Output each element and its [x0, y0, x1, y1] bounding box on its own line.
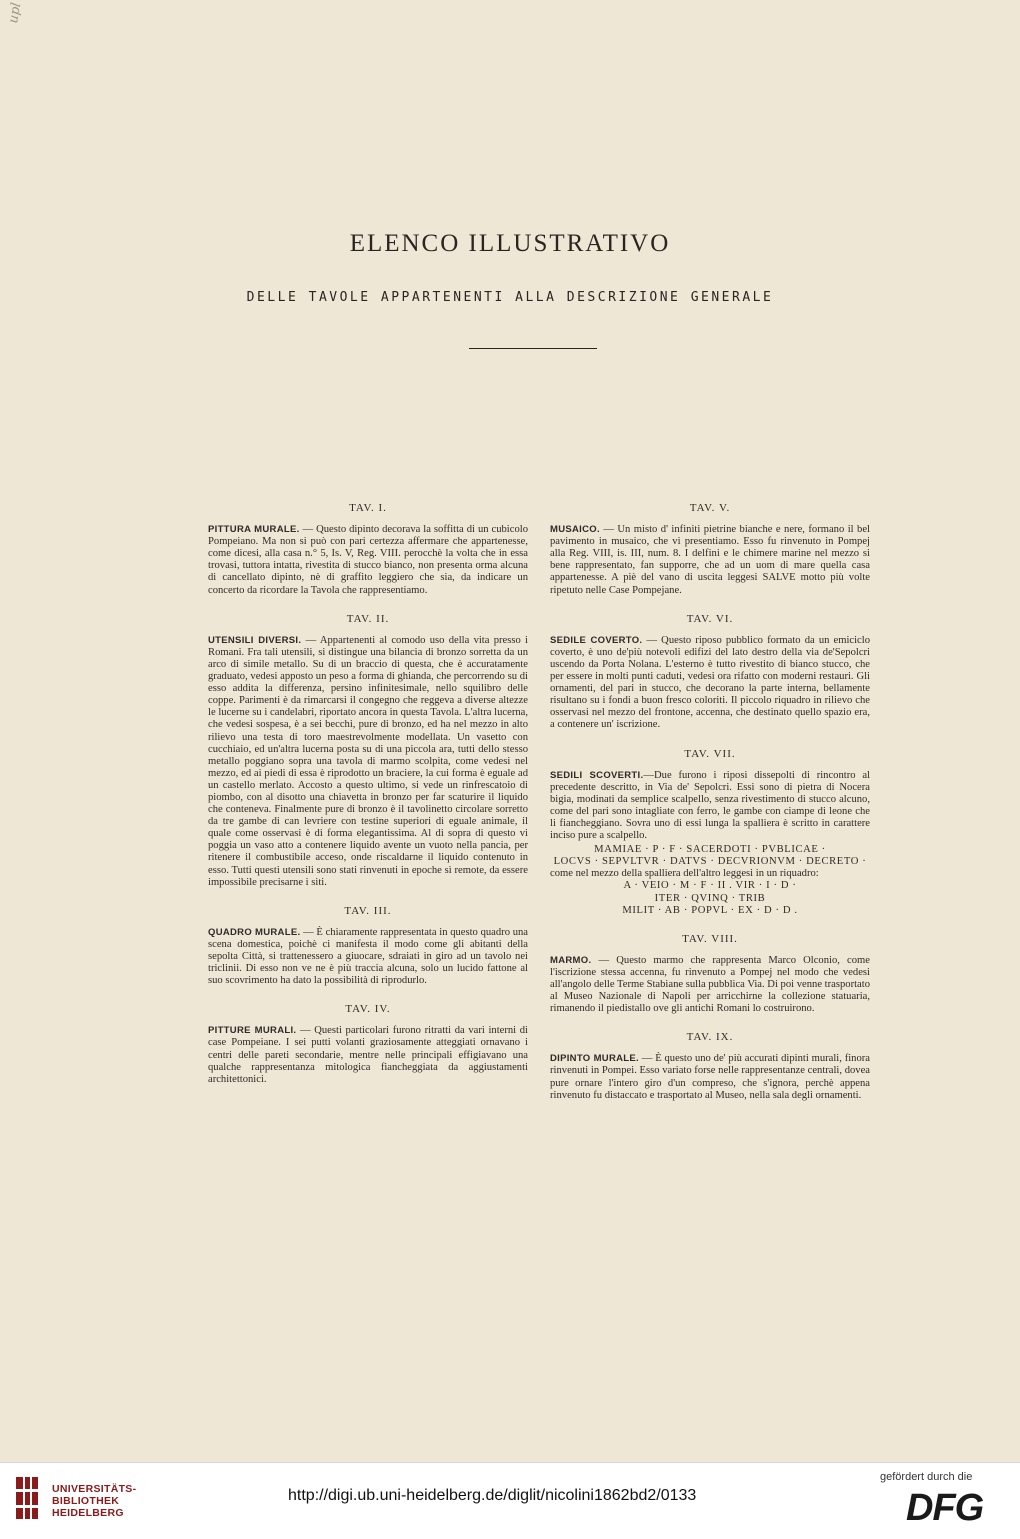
plate-description	[550, 524, 870, 597]
library-name-line: BIBLIOTHEK	[52, 1495, 120, 1507]
page-subtitle: DELLE TAVOLE APPARTENENTI ALLA DESCRIZIONE GENERALE	[246, 290, 774, 305]
plate-heading: TAV. IX.	[686, 1031, 734, 1044]
inscription-line: A · VEIO · M · F · II . VIR · I · D ·	[623, 880, 797, 892]
plate-lead: PITTURE MURALI.	[208, 1025, 297, 1037]
dfg-logo[interactable]: DFG	[906, 1487, 984, 1529]
sponsor-label: gefördert durch die	[880, 1471, 973, 1483]
plate-text: come nel mezzo della spalliera dell'altro leggesi in un riquadro:	[550, 868, 819, 880]
inscription-line: ITER · QVINQ · TRIB	[654, 892, 766, 904]
plate-heading: TAV. V.	[689, 502, 731, 514]
plate-text: — Appartenenti al comodo uso della vita presso i Romani. Fra tali utensili, si distingue una bilancia di bronzo sorretta da un arco di simile metallo. Su di un braccio di questa, che è accuratamente graduato, vedesi apposto un peso a forma di ghianda, che percorrendo su di esso addita la differenza, persino infinitesimale, nello squilibro delle coppe. Parimenti è da rimarcarsi il congegno che reggeva a diverse altezze le lucerne su i candelabri, riportato ancora in questa Tavola. L'altra lucerna, che vedesi sospesa, è a sei becchi, pure di bronzo, ed ha nel mezzo in alto rilievo una testa di toro maestrevolmente modellata. Un vasetto con cucchiaio, ed un'altra lucerna posta su di una piccola ara, tutti dello stesso metallo poggiano sopra una tavola di marmo scolpita, come vedesi nel mezzo, ed ai piedi di essa è riprodotto un braciere, la cui forma è eguale ad un castello merlato. Accosto a questo ultimo, si vede un rinfrescatoio di piombo, con al disotto una chiavetta in bronzo per far scaturire il liquido che conteneva. Finalmente pure di bronzo è il tavolinetto circolare sorretto da tre gambe di can levriere con testine superiori di eguale animale, il quale come osservasi è di forma elegantissima. Al di sopra di questo vi poggia un vaso atto a contenere liquido avente un vuoto nella pancia, per ritenere il combustibile acceso, onde riscaldarne il liquido contenuto in esso. Tutti questi utensili sono stati rinvenuti in epoche sì remote, da essere impossibile precisarne i siti.	[208, 634, 529, 888]
plate-description	[550, 1053, 870, 1101]
plate-description	[208, 635, 528, 889]
footer-bar	[0, 1462, 1020, 1539]
plate-heading: TAV. VII.	[684, 747, 736, 760]
plate-text: — È chiaramente rappresentata in questo quadro una scena domestica, poichè ci manifesta il modo come gli abitanti della sepolta Città, si trattenessero a giuocare, sdraiati in giro ad un tavolo nei triclinii. Di esso non ve ne è più traccia alcuna, solo un lucido fattone al suo scovrimento ha dato la possibilità di riprodurlo.	[208, 926, 528, 987]
plate-description	[550, 770, 870, 843]
plate-lead: MUSAICO.	[550, 524, 600, 536]
inscription-line: MAMIAE · P · F · SACERDOTI · PVBLICAE ·	[594, 844, 826, 856]
plate-description	[550, 635, 870, 732]
inscription-line: LOCVS · SEPVLTVR · DATVS · DECVRIONVM · DECRETO ·	[553, 856, 867, 868]
plate-text: —Due furono i riposi dissepolti di rincontro al precedente descritto, in Via de' Sepolcri. Essi sono di pietra di Nocera bigia, modinati da semplice scalpello, senza rivestimento di stucco alcuno, come del pari sono intagliate con ferro, le gambe con ciampe di leone che li fiancheggiano. Sovra uno di essi lunga la spalliera è scritto in carattere inciso pure a scalpello.	[550, 769, 870, 842]
page-title: ELENCO ILLUSTRATIVO	[349, 230, 671, 257]
plate-lead: PITTURA MURALE.	[208, 524, 300, 536]
title-divider	[469, 348, 597, 349]
plate-lead: MARMO.	[550, 954, 592, 966]
plate-heading: TAV. VIII.	[682, 932, 738, 945]
university-library-logo-icon[interactable]	[14, 1475, 40, 1521]
plate-description	[550, 955, 870, 1015]
plate-lead: SEDILE COVERTO.	[550, 634, 643, 646]
library-name-line: HEIDELBERG	[52, 1507, 124, 1519]
right-column	[550, 502, 870, 1118]
left-column	[208, 502, 528, 1102]
plate-text: — Questi particolari furono ritratti da vari interni di case Pompeiane. I sei putti volanti graziosamente atteggiati ornavano i centri delle pareti secondarie, mentre nelle principali effigiavano una qualche rappresentanza mitologica fiancheggiata da aggiustamenti architettonici.	[208, 1025, 528, 1085]
plate-description	[208, 524, 528, 597]
permalink-url[interactable]: http://digi.ub.uni-heidelberg.de/diglit/nicolini1862bd2/0133	[288, 1487, 697, 1504]
plate-lead: UTENSILI DIVERSI.	[208, 634, 302, 646]
plate-lead: SEDILI SCOVERTI.	[550, 769, 644, 781]
plate-description	[208, 927, 528, 987]
inscription-line: MILIT · AB · POPVL · EX · D · D .	[622, 904, 798, 916]
plate-text: — È questo uno de' più accurati dipinti murali, finora rinvenuti in Pompei. Esso variato forse nelle rappresentanze centrali, dovea pure ornare l'intero giro d'un compreso, che s'ignora, perchè appena rinvenuto fu distaccato e trasportato al Museo, nella sala degli ornamenti.	[550, 1053, 870, 1101]
plate-heading: TAV. III.	[344, 904, 392, 917]
plate-heading: TAV. I.	[349, 502, 387, 514]
library-name-line: UNIVERSITÄTS-	[52, 1483, 137, 1495]
plate-lead: QUADRO MURALE.	[208, 926, 301, 938]
plate-text: — Questo dipinto decorava la soffitta di un cubicolo Pompeiano. Ma non si può con pari certezza affermare che appartenesse, come dicesi, alla casa n.° 5, Is. V, Reg. VIII. perocchè la volta che in essa trovasi, tuttora intatta, rivestita di stucco bianco, non presenta orma alcuna di cancellato dipinto, nè di graffito leggiero che sia, da indicare un concerto da ricordare la Tavola che rappresentiamo.	[208, 524, 528, 596]
margin-pencil-note: upl	[6, 1, 25, 25]
plate-heading: TAV. VI.	[686, 612, 734, 625]
plate-heading: TAV. IV.	[345, 1003, 391, 1016]
library-name[interactable]	[52, 1483, 136, 1519]
plate-text: — Questo riposo pubblico formato da un emiciclo coverto, è uno de'più notevoli edifizi del lato destro della via de'Sepolcri uscendo da Porta Nolana. L'esterno è tutto rivestito di bianco stucco, che per essere in molti punti caduti, vedesi ora rifatto con moderni restauri. Gli ornamenti, del pari in stucco, che decorano la parte interna, bellamente risultano su i fondi a buon fresco coloriti. Il piccolo riquadro in rilievo che osservasi nel mezzo del frontone, accenna, che destinato quello spazio era, a contenere un' iscrizione.	[550, 634, 870, 731]
plate-lead: DIPINTO MURALE.	[550, 1053, 639, 1065]
plate-heading: TAV. II.	[346, 612, 390, 625]
plate-text: — Questo marmo che rappresenta Marco Olconio, come l'iscrizione stessa accenna, fu rinvenuto a Pompej nel modo che vedesi all'angolo delle Terme Stabiane sulla pubblica Via. Di poi venne trasportato al Museo Nazionale di Napoli per arricchirne la collezione statuaria, rimanendo il piedistallo ove gli antichi Romani lo costruirono.	[550, 954, 870, 1015]
plate-text: — Un misto d' infiniti pietrine bianche e nere, formano il bel pavimento in musaico, che vi presentiamo. Esso fu rinvenuto in Pompej alla Reg. VIII, is. III, num. 8. I delfini e le chimere marine nel mezzo si bene rappresentato, fan supporre, che ad un uom di mare quella casa appartenesse. A piè del vano di uscita leggesi SALVE motto più volte ripetuto nelle Case Pompejane.	[550, 524, 870, 596]
plate-description	[208, 1025, 528, 1085]
